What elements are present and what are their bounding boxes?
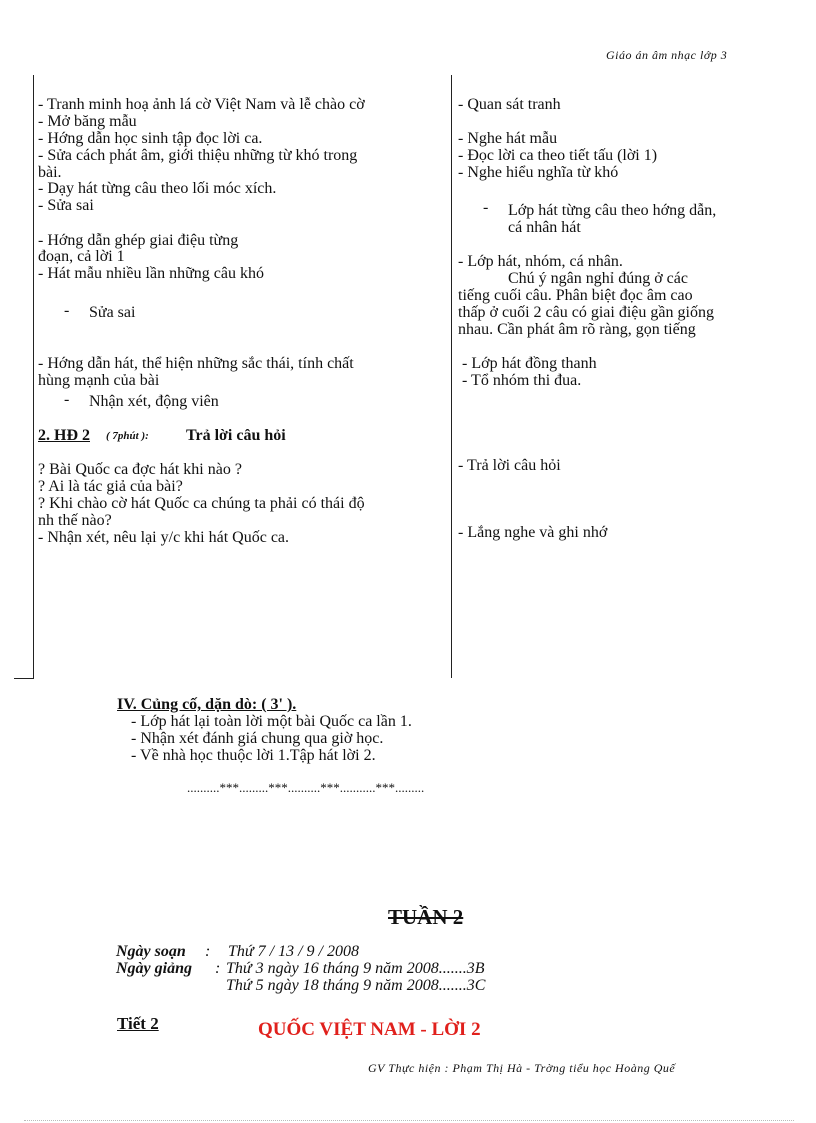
column-divider — [451, 75, 452, 678]
page-header: Giáo án âm nhạc lớp 3 — [606, 48, 728, 62]
left-line-9: đoạn, cả lời 1 — [38, 248, 125, 265]
question-2: ? Ai là tác giả của bài? — [38, 478, 183, 495]
section4-title: IV. Củng cố, dặn dò: ( 3' ). — [117, 696, 297, 713]
left-border-stub — [14, 678, 34, 679]
question-5: - Nhận xét, nêu lại y/c khi hát Quốc ca. — [38, 529, 290, 546]
right-line-2: - Nghe hát mẫu — [458, 130, 558, 147]
left-border — [33, 75, 34, 678]
giang-value-1: Thứ 3 ngày 16 tháng 9 năm 2008.......3B — [226, 960, 485, 977]
left-line-7: - Sửa sai — [38, 197, 94, 214]
right-line-11: nhau. Cần phát âm rõ ràng, gọn tiếng — [458, 321, 696, 338]
left-line-8: - Hớng dẫn ghép giai điệu từng — [38, 232, 239, 249]
hd2-title: Trả lời câu hỏi — [186, 427, 286, 444]
right-line-12: - Lớp hát đồng thanh — [462, 355, 597, 372]
left-line-5: bài. — [38, 164, 62, 181]
section4-item-1: - Lớp hát lại toàn lời một bài Quốc ca lần 1. — [131, 713, 412, 730]
right-bullet-5: - — [483, 199, 489, 216]
right-line-5: Lớp hát từng câu theo hớng dẫn, — [508, 202, 717, 219]
right-line-7: - Lớp hát, nhóm, cá nhân. — [458, 253, 623, 270]
right-line-15: - Lắng nghe và ghi nhớ — [458, 524, 608, 541]
right-line-10: thấp ở cuối 2 câu có giai điệu gần giống — [458, 304, 714, 321]
left-line-14: Nhận xét, động viên — [89, 393, 219, 410]
left-bullet-11: - — [64, 302, 70, 319]
left-line-13: hùng mạnh của bài — [38, 372, 160, 389]
left-line-4: - Sửa cách phát âm, giới thiệu những từ khó trong — [38, 147, 358, 164]
giang-label: Ngày giảng — [116, 960, 192, 977]
left-line-6: - Dạy hát từng câu theo lối móc xích. — [38, 180, 277, 197]
week-title: TUẦN 2 — [388, 905, 464, 929]
right-line-9: tiếng cuối câu. Phân biệt đọc âm cao — [458, 287, 693, 304]
left-bullet-14: - — [64, 391, 70, 408]
right-line-14: - Trả lời câu hỏi — [458, 457, 561, 474]
left-line-10: - Hát mẫu nhiều lần những câu khó — [38, 265, 264, 282]
hd2-time: ( 7phút ): — [106, 430, 149, 442]
right-line-4: - Nghe hiểu nghĩa từ khó — [458, 164, 619, 181]
soan-value: Thứ 7 / 13 / 9 / 2008 — [228, 943, 359, 960]
left-line-1: - Tranh minh hoạ ảnh lá cờ Việt Nam và lễ chào cờ — [38, 96, 365, 113]
left-line-2: - Mở băng mẫu — [38, 113, 137, 130]
tiet-label: Tiết 2 — [117, 1014, 159, 1033]
left-line-11: Sửa sai — [89, 304, 136, 321]
question-1: ? Bài Quốc ca đợc hát khi nào ? — [38, 461, 242, 478]
page-footer: GV Thực hiện : Phạm Thị Hà - Trờng tiểu học Hoàng Quế — [368, 1061, 676, 1075]
section4-item-3: - Về nhà học thuộc lời 1.Tập hát lời 2. — [131, 747, 376, 764]
bottom-dotted-rule — [24, 1120, 794, 1121]
right-line-13: - Tổ nhóm thi đua. — [462, 372, 582, 389]
hd2-label: 2. HĐ 2 — [38, 427, 90, 444]
right-line-8: Chú ý ngân nghỉ đúng ở các — [508, 270, 688, 287]
question-4: nh thế nào? — [38, 512, 112, 529]
right-line-3: - Đọc lời ca theo tiết tấu (lời 1) — [458, 147, 658, 164]
right-line-1: - Quan sát tranh — [458, 96, 561, 113]
right-line-6: cá nhân hát — [508, 219, 581, 236]
giang-value-2: Thứ 5 ngày 18 tháng 9 năm 2008.......3C — [226, 977, 486, 994]
soan-label: Ngày soạn — [116, 943, 186, 960]
left-line-12: - Hớng dẫn hát, thể hiện những sắc thái, tính chất — [38, 355, 354, 372]
section-separator: ..........***.........***..........***...........***......... — [187, 780, 425, 795]
question-3: ? Khi chào cờ hát Quốc ca chúng ta phải có thái độ — [38, 495, 365, 512]
soan-sep: : — [205, 943, 211, 960]
lesson-title: QUỐC VIỆT NAM - LỜI 2 — [258, 1019, 481, 1040]
section4-item-2: - Nhận xét đánh giá chung qua giờ học. — [131, 730, 384, 747]
left-line-3: - Hớng dẫn học sinh tập đọc lời ca. — [38, 130, 263, 147]
giang-sep: : — [215, 960, 221, 977]
